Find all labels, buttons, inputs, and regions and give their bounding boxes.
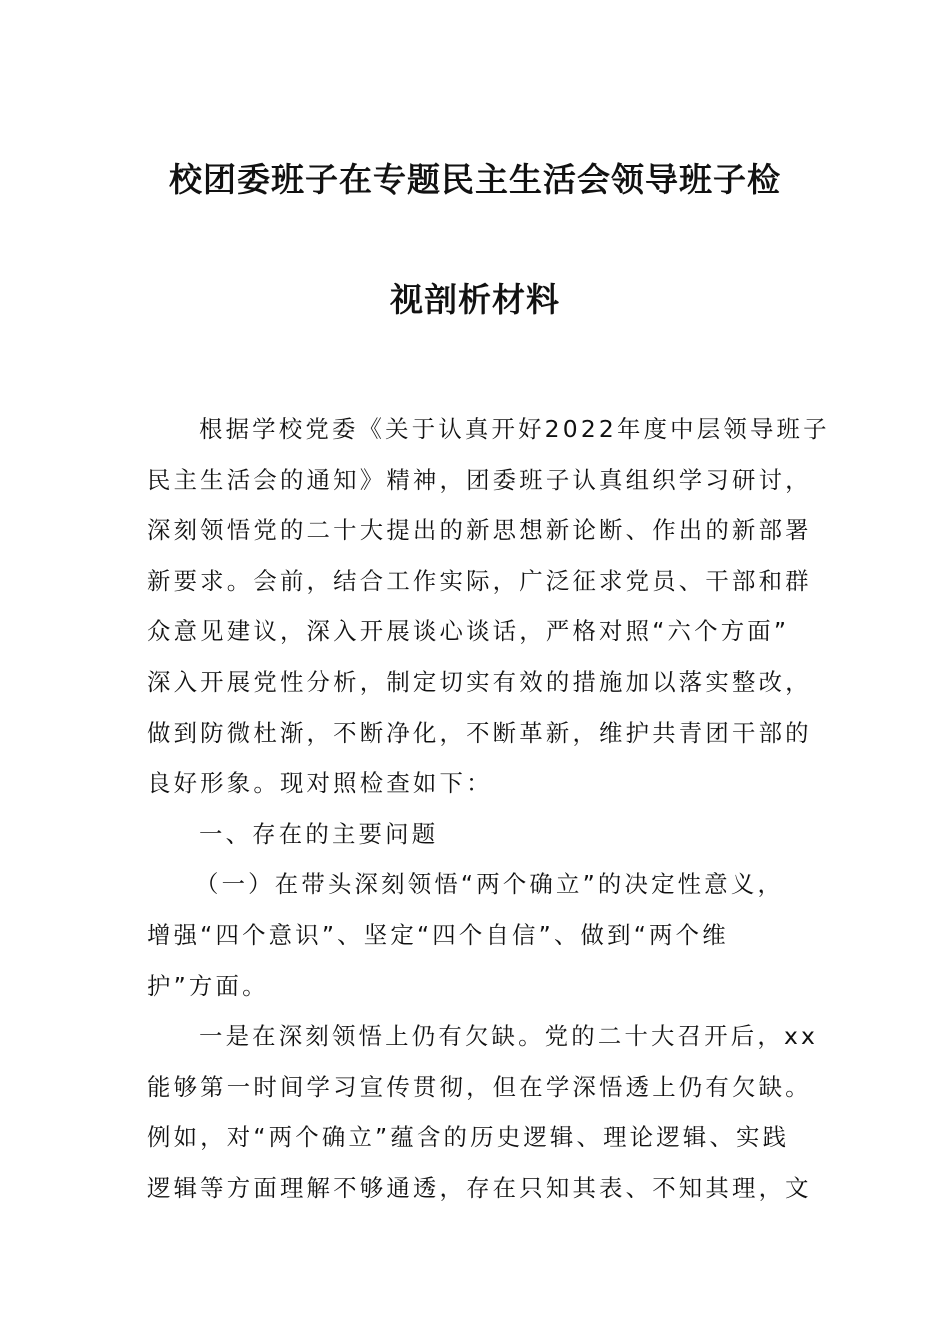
paragraph-intro-line: 新要求。会前，结合工作实际，广泛征求党员、干部和群	[147, 566, 812, 595]
paragraph-intro-line: 深入开展党性分析，制定切实有效的措施加以落实整改，	[147, 667, 812, 696]
paragraph-point-line: 一是在深刻领悟上仍有欠缺。党的二十大召开后，xx	[199, 1022, 819, 1051]
subsection-heading-line: 护”方面。	[147, 971, 269, 1000]
paragraph-point-line: 能够第一时间学习宣传贯彻，但在学深悟透上仍有欠缺。	[147, 1072, 812, 1101]
section-heading: 一、存在的主要问题	[199, 819, 439, 848]
paragraph-point-line: 逻辑等方面理解不够通透，存在只知其表、不知其理，文	[147, 1173, 812, 1202]
paragraph-intro-line: 民主生活会的通知》精神，团委班子认真组织学习研讨，	[147, 465, 812, 494]
paragraph-intro-line: 做到防微杜渐，不断净化，不断革新，维护共青团干部的	[147, 718, 812, 747]
document-title-line-1: 校团委班子在专题民主生活会领导班子检	[169, 160, 781, 199]
paragraph-point-line: 例如，对“两个确立”蕴含的历史逻辑、理论逻辑、实践	[147, 1123, 790, 1152]
paragraph-intro-line: 根据学校党委《关于认真开好2022年度中层领导班子	[199, 415, 830, 443]
paragraph-intro-line: 众意见建议，深入开展谈心谈话，严格对照“六个方面”	[147, 617, 790, 646]
paragraph-intro-line: 深刻领悟党的二十大提出的新思想新论断、作出的新部署	[147, 516, 812, 545]
document-title-line-2: 视剖析材料	[390, 280, 560, 319]
subsection-heading-line: 增强“四个意识”、坚定“四个自信”、做到“两个维	[147, 920, 729, 949]
subsection-heading-line: （一）在带头深刻领悟“两个确立”的决定性意义，	[195, 870, 785, 899]
document-body	[147, 404, 830, 1214]
paragraph-intro-line: 良好形象。现对照检查如下：	[147, 769, 493, 798]
